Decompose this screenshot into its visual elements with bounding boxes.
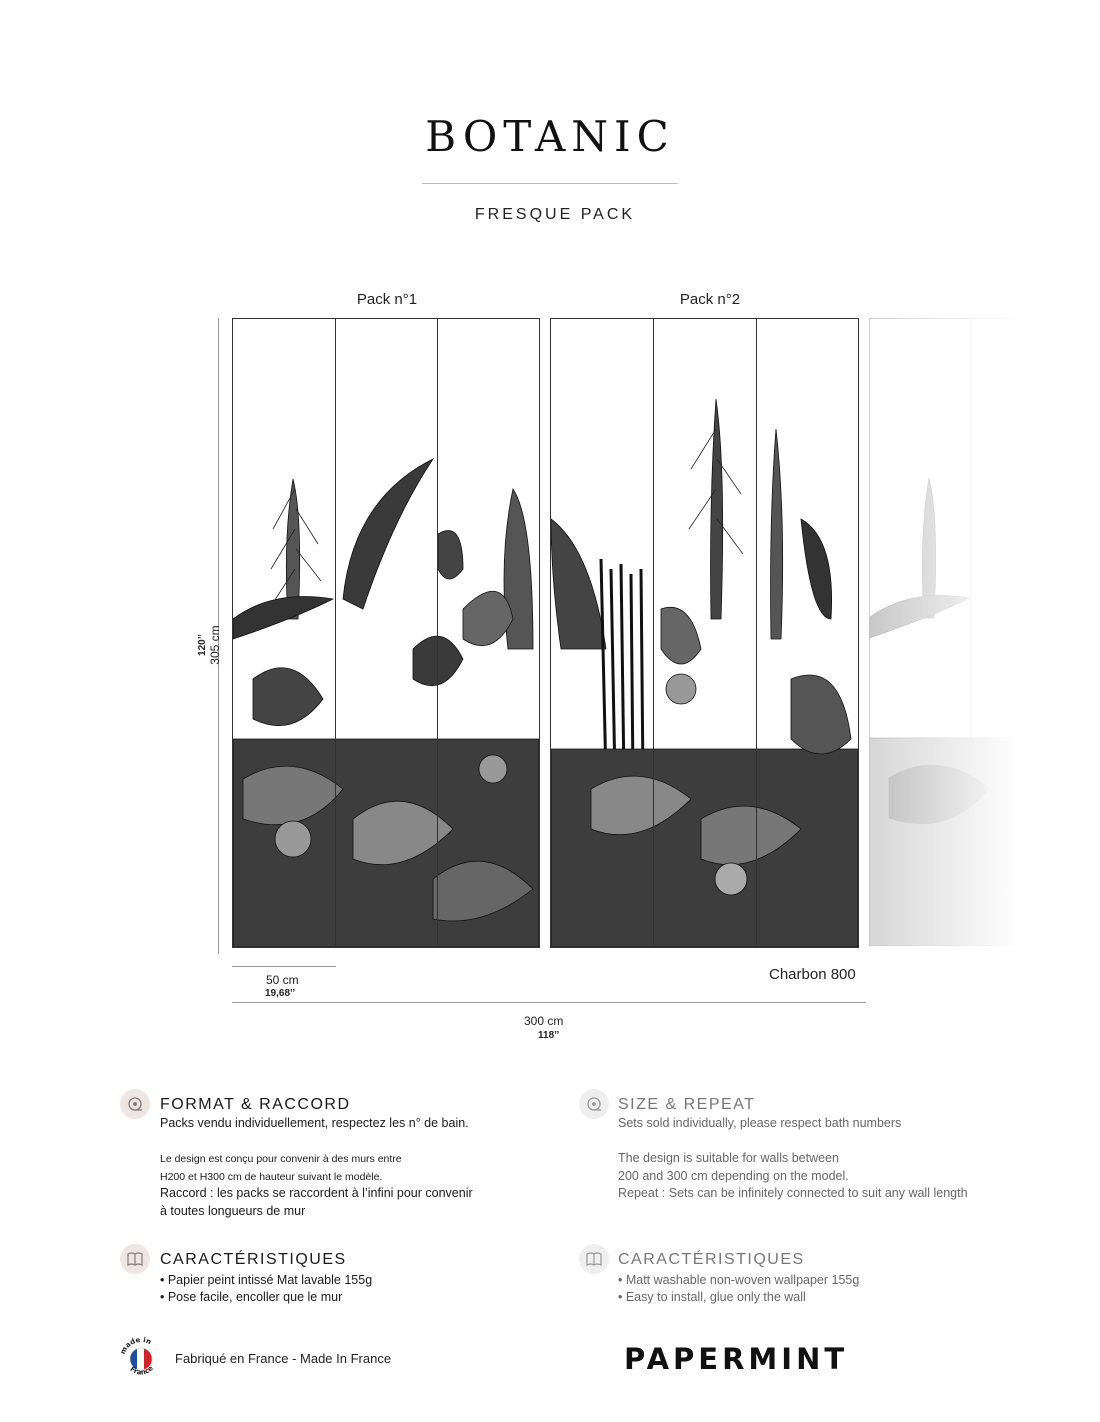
specs-item-en: • Easy to install, glue only the wall bbox=[618, 1290, 806, 1304]
format-line-2-fr: Le design est conçu pour convenir à des murs entre bbox=[160, 1153, 402, 1165]
specs-item-en: • Matt washable non-woven wallpaper 155g bbox=[618, 1273, 860, 1287]
height-cm: 305 cm bbox=[208, 625, 222, 665]
botanic-illustration-faded bbox=[869, 318, 1100, 946]
book-icon bbox=[120, 1244, 150, 1274]
height-dimension-label bbox=[178, 620, 238, 665]
total-width-inches: 118’’ bbox=[538, 1030, 560, 1041]
format-line-1-en: Sets sold individually, please respect bath numbers bbox=[618, 1116, 902, 1130]
svg-text:France: France bbox=[128, 1364, 155, 1377]
book-icon bbox=[579, 1244, 609, 1274]
strip-divider bbox=[335, 319, 336, 947]
strip-width-inches: 19,68’’ bbox=[265, 988, 296, 999]
strip-divider bbox=[437, 319, 438, 947]
strip-width-cm: 50 cm bbox=[266, 973, 299, 987]
measuring-tape-icon bbox=[120, 1089, 150, 1119]
format-line-1-fr: Packs vendu individuellement, respectez les n° de bain. bbox=[160, 1116, 469, 1130]
total-width-line bbox=[232, 1002, 866, 1003]
specs-title-en: CARACTÉRISTIQUES bbox=[618, 1251, 805, 1268]
format-line-3-fr: H200 et H300 cm de hauteur suivant le modèle. bbox=[160, 1171, 383, 1183]
title-divider bbox=[422, 183, 678, 184]
strip-divider bbox=[653, 319, 654, 947]
specs-item-fr: • Pose facile, encoller que le mur bbox=[160, 1290, 343, 1304]
format-line-4-fr: Raccord : les packs se raccordent à l’infini pour convenir bbox=[160, 1186, 473, 1200]
botanic-illustration-2 bbox=[551, 319, 858, 947]
specs-item-fr: • Papier peint intissé Mat lavable 155g bbox=[160, 1273, 373, 1287]
strip-width-line bbox=[232, 966, 336, 967]
papermint-logo: PAPERMINT bbox=[624, 1342, 849, 1376]
pack-2-label: Pack n°2 bbox=[679, 291, 741, 308]
botanic-illustration-1 bbox=[233, 319, 539, 947]
colorway-label: Charbon 800 bbox=[769, 966, 856, 983]
made-in-france-badge bbox=[118, 1332, 164, 1384]
format-line-2-en: The design is suitable for walls between bbox=[618, 1151, 839, 1165]
format-line-5-fr: à toutes longueurs de mur bbox=[160, 1204, 306, 1218]
pack-2-panel bbox=[550, 318, 859, 948]
strip-divider bbox=[756, 319, 757, 947]
page-title: BOTANIC bbox=[425, 112, 675, 161]
measuring-tape-icon bbox=[579, 1089, 609, 1119]
pack-1-label: Pack n°1 bbox=[356, 291, 418, 308]
pack-1-panel bbox=[232, 318, 540, 948]
page-subtitle: FRESQUE PACK bbox=[474, 206, 636, 223]
format-line-3-en: 200 and 300 cm depending on the model. bbox=[618, 1169, 849, 1183]
height-inches: 120’’ bbox=[197, 634, 208, 656]
total-width-cm: 300 cm bbox=[524, 1014, 564, 1028]
repeat-preview-panel bbox=[869, 318, 1100, 946]
format-title-en: SIZE & REPEAT bbox=[618, 1096, 756, 1113]
made-in-france-text: Fabriqué en France - Made In France bbox=[175, 1351, 392, 1366]
specs-title-fr: CARACTÉRISTIQUES bbox=[160, 1251, 347, 1268]
svg-text:made in: made in bbox=[118, 1335, 153, 1356]
format-title-fr: FORMAT & RACCORD bbox=[160, 1096, 351, 1113]
format-line-4-en: Repeat : Sets can be infinitely connected to suit any wall length bbox=[618, 1186, 968, 1200]
